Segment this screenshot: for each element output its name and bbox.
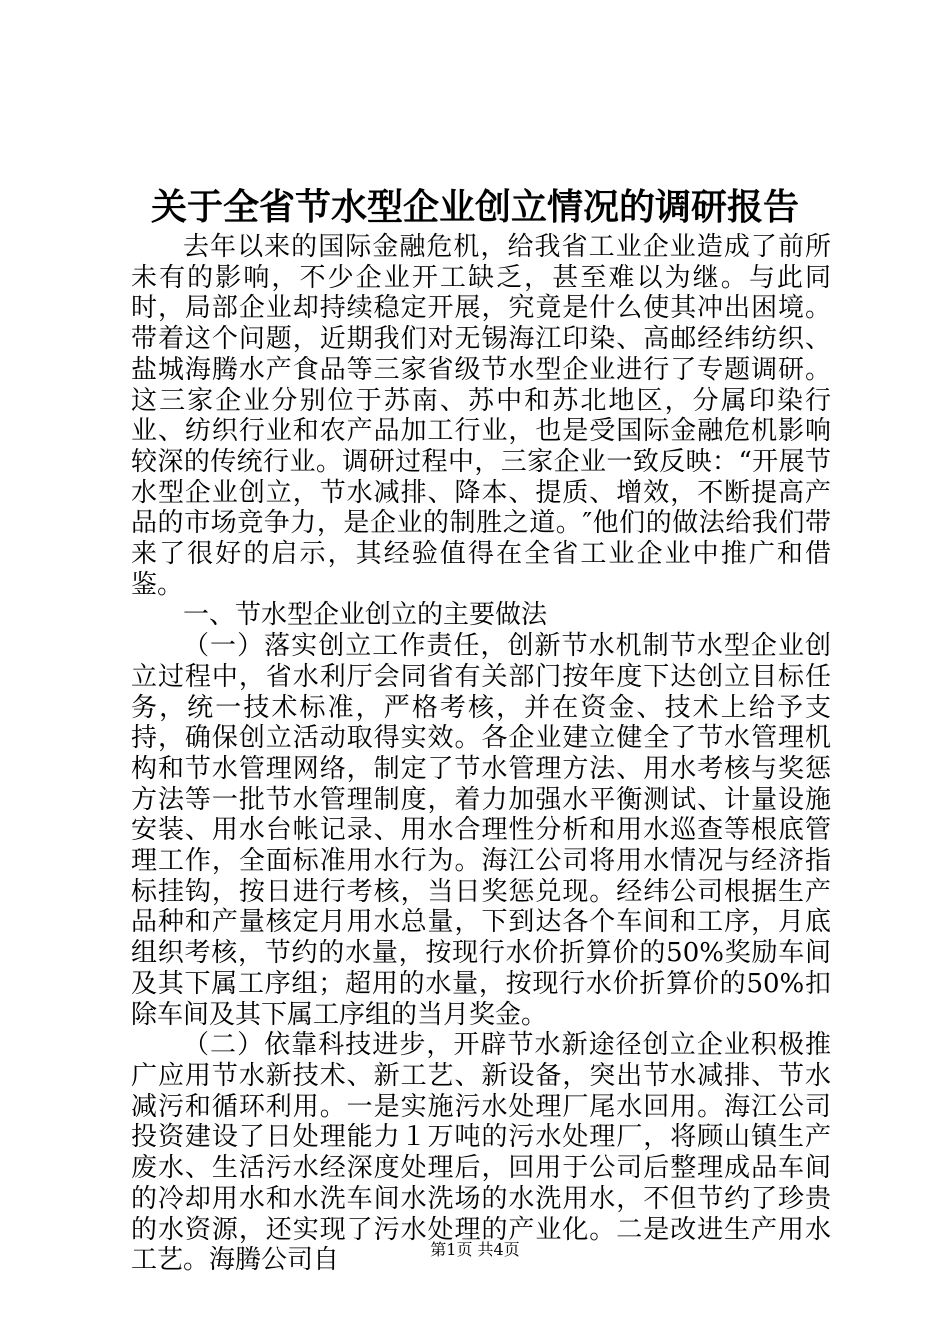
document-body xyxy=(131,232,831,1276)
document-title: 关于全省节水型企业创立情况的调研报告 xyxy=(150,187,799,228)
section-heading: 一、节水型企业创立的主要做法 xyxy=(183,600,548,631)
paragraph-section-1: （一）落实创立工作责任，创新节水机制节水型企业创立过程中，省水利厅会同省有关部门按年度下达创立目标任务，统一技术标准，严格考核，并在资金、技术上给予支持，确保创立活动取得实效。各企业建立健全了节水管理机构和节水管理网络，制定了节水管理方法、用水考核与奖惩方法等一批节水管理制度，着力加强水平衡测试、计量设施安装、用水台帐记录、用水合理性分析和用水巡查等根底管理工作，全面标准用水行为。海江公司将用水情况与经济指标挂钩，按日进行考核，当日奖惩兑现。经纬公司根据生产品种和产量核定月用水总量，下到达各个车间和工序，月底组织考核，节约的水量，按现行水价折算价的50%奖励车间及其下属工序组；超用的水量，按现行水价折算价的50%扣除车间及其下属工序组的当月奖金。 xyxy=(131,631,831,1030)
paragraph-section-2: （二）依靠科技进步，开辟节水新途径创立企业积极推广应用节水新技术、新工艺、新设备，突出节水减排、节水减污和循环利用。一是实施污水处理厂尾水回用。海江公司投资建设了日处理能力１万吨的污水处理厂，将顾山镇生产废水、生活污水经深度处理后，回用于公司后整理成品车间的冷却用水和水洗车间水洗场的水洗用水，不但节约了珍贵的水资源，还实现了污水处理的产业化。二是改进生产用水工艺。海腾公司自 xyxy=(131,1030,831,1276)
page-footer: 第1页 共4页 xyxy=(430,1240,520,1259)
paragraph-intro: 去年以来的国际金融危机，给我省工业企业造成了前所未有的影响，不少企业开工缺乏，甚至难以为继。与此同时，局部企业却持续稳定开展，究竟是什么使其冲出困境。带着这个问题，近期我们对无锡海江印染、高邮经纬纺织、盐城海腾水产食品等三家省级节水型企业进行了专题调研。这三家企业分别位于苏南、苏中和苏北地区，分属印染行业、纺织行业和农产品加工行业，也是受国际金融危机影响较深的传统行业。调研过程中，三家企业一致反映：“开展节水型企业创立，节水减排、降本、提质、增效，不断提高产品的市场竞争力，是企业的制胜之道。″他们的做法给我们带来了很好的启示，其经验值得在全省工业企业中推广和借鉴。 xyxy=(131,232,831,600)
